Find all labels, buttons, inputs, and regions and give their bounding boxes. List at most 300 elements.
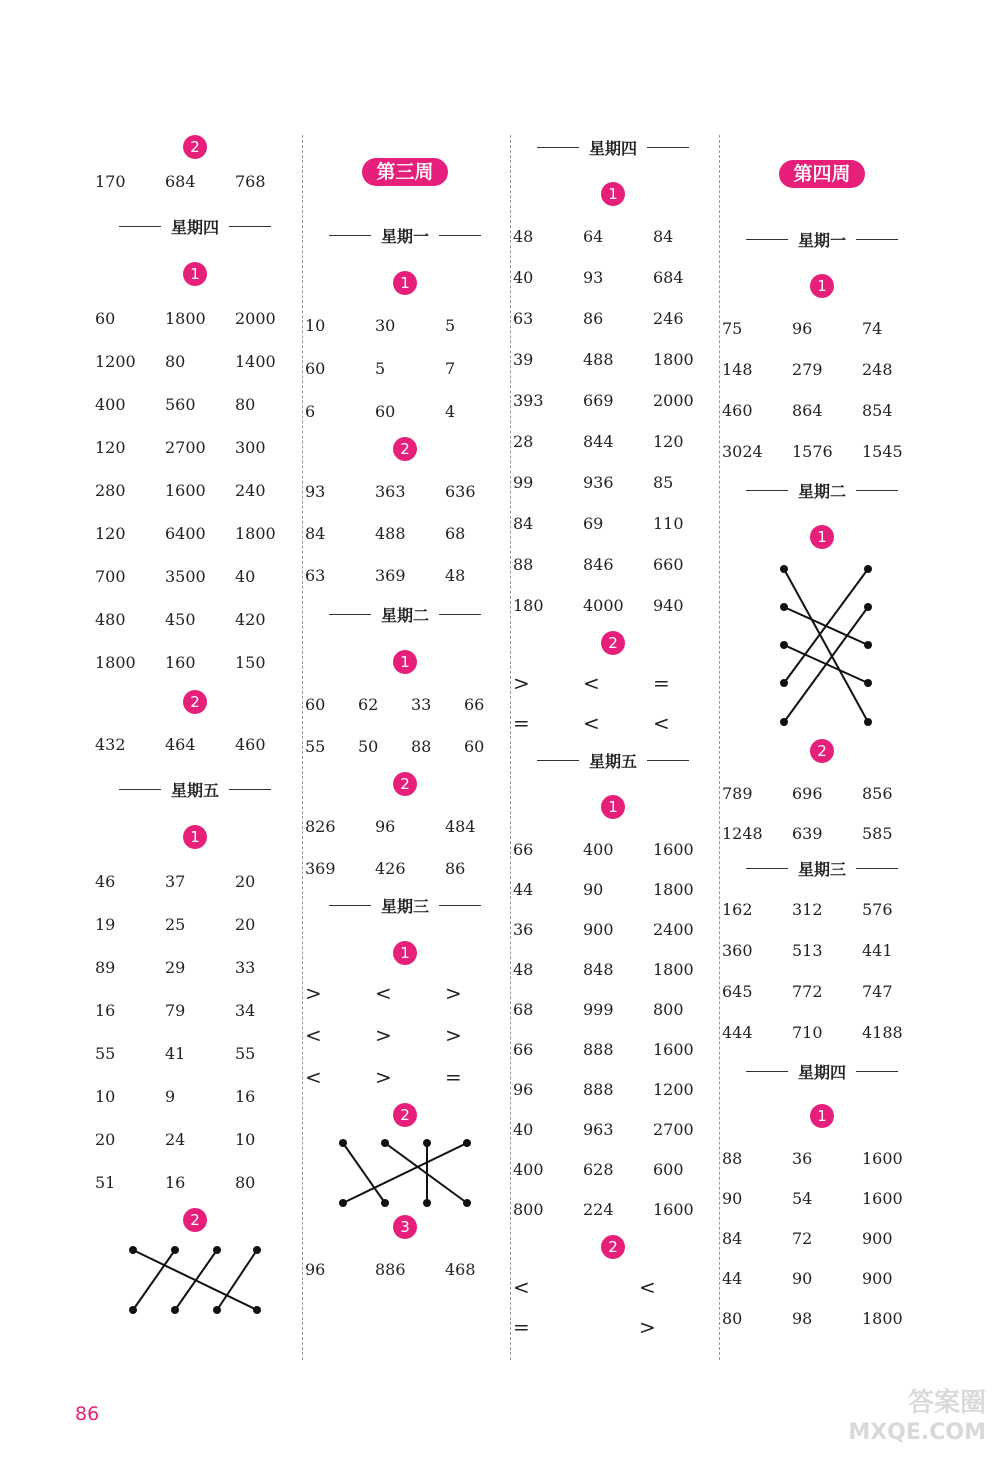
answer-value: 400 <box>95 395 126 414</box>
answer-block <box>305 481 505 587</box>
answer-value: 246 <box>653 309 684 328</box>
answer-value: 84 <box>653 227 674 246</box>
answer-value: 1600 <box>862 1189 903 1208</box>
answer-value: 2700 <box>653 1120 694 1139</box>
answer-value: 44 <box>513 880 534 899</box>
answer-value: 312 <box>792 900 823 919</box>
answer-value: 44 <box>722 1269 743 1288</box>
question-number-badge: 2 <box>183 690 207 714</box>
answer-value: 772 <box>792 982 823 1001</box>
symbol-block <box>513 1275 713 1339</box>
answer-value: 88 <box>513 555 534 574</box>
answer-row <box>513 513 713 535</box>
week-badge: 第三周 <box>362 158 448 186</box>
answer-row: 170 684 768 <box>95 172 266 191</box>
answer-value: 86 <box>583 309 604 328</box>
answer-value: 6400 <box>165 524 206 543</box>
answer-row: 432 464 460 <box>95 735 266 754</box>
answer-row <box>95 480 295 502</box>
comparison-symbol: < <box>513 1275 530 1299</box>
day-header-friday: 星期五 <box>95 778 295 800</box>
answer-value: 5 <box>375 359 386 378</box>
symbol-block <box>513 671 713 735</box>
answer-row <box>95 1000 295 1022</box>
answer-value: 660 <box>653 555 684 574</box>
answer-value: 488 <box>583 350 614 369</box>
answer-row <box>305 481 505 503</box>
answer-value: 180 <box>513 596 544 615</box>
answer-value: 16 <box>165 1173 186 1192</box>
answer-value: 60 <box>305 695 326 714</box>
comparison-symbol: > <box>375 1023 392 1047</box>
question-number-badge: 1 <box>393 650 417 674</box>
day-header-monday: 星期一 <box>722 228 922 250</box>
answer-row <box>513 1199 713 1221</box>
answer-value: 360 <box>722 941 753 960</box>
answer-value: 88 <box>411 737 432 756</box>
answer-value: 369 <box>375 566 406 585</box>
answer-value: 72 <box>792 1229 813 1248</box>
question-number-badge: 1 <box>393 271 417 295</box>
answer-value: 50 <box>358 737 379 756</box>
answer-row <box>95 308 295 330</box>
answer-value: 1200 <box>95 352 136 371</box>
answer-row <box>513 879 713 901</box>
question-number-badge: 2 <box>183 1208 207 1232</box>
answer-value: 576 <box>862 900 893 919</box>
answer-value: 54 <box>792 1189 813 1208</box>
comparison-symbol: < <box>653 711 670 735</box>
answer-value: 84 <box>722 1229 743 1248</box>
answer-value: 936 <box>583 473 614 492</box>
comparison-symbol: > <box>445 981 462 1005</box>
answer-value: 441 <box>862 941 893 960</box>
answer-value: 600 <box>653 1160 684 1179</box>
answer-row <box>305 858 505 880</box>
answer-row <box>513 390 713 412</box>
answer-value: 85 <box>653 473 674 492</box>
comparison-symbol: < <box>375 981 392 1005</box>
answer-value: 639 <box>792 824 823 843</box>
answer-row <box>513 267 713 289</box>
day-header-thursday: 星期四 <box>513 136 713 158</box>
answer-value: 848 <box>583 960 614 979</box>
answer-value: 66 <box>513 840 534 859</box>
answer-row <box>722 441 922 463</box>
day-header-tuesday: 星期二 <box>305 603 505 625</box>
comparison-symbol: > <box>375 1065 392 1089</box>
answer-row <box>513 999 713 1021</box>
answer-value: 854 <box>862 401 893 420</box>
question-number-badge: 2 <box>393 437 417 461</box>
matching-lines-diagram <box>722 557 922 727</box>
question-number-badge: 2 <box>183 135 207 159</box>
comparison-symbol: > <box>305 981 322 1005</box>
answer-value: 488 <box>375 524 406 543</box>
answer-value: 1800 <box>862 1309 903 1328</box>
answer-row <box>513 1039 713 1061</box>
answer-value: 800 <box>513 1200 544 1219</box>
column-2 <box>305 130 505 1281</box>
answer-row <box>513 919 713 941</box>
answer-value: 2000 <box>235 309 276 328</box>
answer-value: 279 <box>792 360 823 379</box>
answer-value: 98 <box>792 1309 813 1328</box>
comparison-symbol: > <box>639 1315 656 1339</box>
answer-row <box>95 609 295 631</box>
answer-value: 420 <box>235 610 266 629</box>
answer-value: 9 <box>165 1087 176 1106</box>
question-number-badge: 1 <box>393 941 417 965</box>
answer-value: 84 <box>513 514 534 533</box>
answer-value: 79 <box>165 1001 186 1020</box>
answer-value: 696 <box>792 784 823 803</box>
answer-value: 1600 <box>653 1200 694 1219</box>
symbol-row <box>513 711 713 735</box>
answer-value: 25 <box>165 915 186 934</box>
comparison-symbol: < <box>305 1023 322 1047</box>
answer-row <box>95 437 295 459</box>
page-number: 86 <box>75 1403 100 1425</box>
answer-row <box>95 1172 295 1194</box>
answer-value: 224 <box>583 1200 614 1219</box>
answer-value: 684 <box>653 268 684 287</box>
answer-row <box>722 981 922 1003</box>
answer-value: 80 <box>165 352 186 371</box>
comparison-symbol: = <box>445 1065 462 1089</box>
answer-row <box>305 816 505 838</box>
comparison-symbol: > <box>445 1023 462 1047</box>
answer-row <box>722 1308 922 1330</box>
answer-row <box>722 1228 922 1250</box>
answer-value: 10 <box>235 1130 256 1149</box>
symbol-row <box>513 1315 713 1339</box>
answer-row <box>305 736 505 758</box>
matching-lines-diagram <box>305 1131 505 1211</box>
answer-block <box>95 308 295 674</box>
answer-row <box>513 839 713 861</box>
answer-value: 36 <box>513 920 534 939</box>
answer-block <box>305 315 505 423</box>
answer-value: 40 <box>513 1120 534 1139</box>
answer-value: 48 <box>513 960 534 979</box>
answer-value: 444 <box>722 1023 753 1042</box>
answer-value: 80 <box>722 1309 743 1328</box>
answer-value: 90 <box>722 1189 743 1208</box>
answer-row <box>722 1188 922 1210</box>
answer-value: 20 <box>95 1130 116 1149</box>
answer-value: 999 <box>583 1000 614 1019</box>
answer-row <box>513 554 713 576</box>
comparison-symbol: < <box>305 1065 322 1089</box>
answer-value: 1576 <box>792 442 833 461</box>
answer-value: 162 <box>722 900 753 919</box>
answer-value: 120 <box>95 438 126 457</box>
answer-value: 5 <box>445 316 456 335</box>
answer-value: 460 <box>722 401 753 420</box>
answer-block <box>305 816 505 880</box>
answer-value: 1248 <box>722 824 763 843</box>
answer-row <box>95 1086 295 1108</box>
answer-value: 940 <box>653 596 684 615</box>
answer-value: 96 <box>513 1080 534 1099</box>
answer-value: 40 <box>235 567 256 586</box>
answer-value: 800 <box>653 1000 684 1019</box>
answer-value: 900 <box>862 1229 893 1248</box>
day-header-thursday: 星期四 <box>95 215 295 237</box>
answer-value: 75 <box>722 319 743 338</box>
answer-value: 846 <box>583 555 614 574</box>
day-header-friday: 星期五 <box>513 749 713 771</box>
answer-row <box>722 1148 922 1170</box>
answer-value: 1545 <box>862 442 903 461</box>
question-number-badge: 2 <box>810 739 834 763</box>
answer-value: 645 <box>722 982 753 1001</box>
answer-row <box>722 1268 922 1290</box>
answer-value: 636 <box>445 482 476 501</box>
answer-value: 96 <box>375 817 396 836</box>
question-number-badge: 2 <box>601 1235 625 1259</box>
question-number-badge: 1 <box>601 795 625 819</box>
answer-value: 747 <box>862 982 893 1001</box>
week-badge: 第四周 <box>779 160 865 188</box>
answer-value: 1800 <box>95 653 136 672</box>
answer-value: 33 <box>411 695 432 714</box>
question-number-badge: 3 <box>393 1215 417 1239</box>
answer-value: 29 <box>165 958 186 977</box>
answer-value: 96 <box>792 319 813 338</box>
answer-value: 66 <box>513 1040 534 1059</box>
answer-value: 560 <box>165 395 196 414</box>
answer-row <box>95 1129 295 1151</box>
answer-value: 363 <box>375 482 406 501</box>
answer-block <box>305 694 505 758</box>
answer-value: 33 <box>235 958 256 977</box>
answer-value: 963 <box>583 1120 614 1139</box>
answer-row <box>722 318 922 340</box>
answer-value: 55 <box>235 1044 256 1063</box>
answer-block <box>722 1148 922 1330</box>
answer-value: 63 <box>305 566 326 585</box>
answer-value: 16 <box>95 1001 116 1020</box>
question-number-badge: 2 <box>393 1103 417 1127</box>
answer-row <box>95 871 295 893</box>
answer-value: 30 <box>375 316 396 335</box>
answer-value: 1800 <box>165 309 206 328</box>
answer-value: 888 <box>583 1080 614 1099</box>
answer-value: 80 <box>235 395 256 414</box>
answer-value: 864 <box>792 401 823 420</box>
answer-value: 2400 <box>653 920 694 939</box>
answer-value: 4188 <box>862 1023 903 1042</box>
answer-block <box>722 899 922 1044</box>
answer-value: 93 <box>305 482 326 501</box>
answer-row <box>722 1022 922 1044</box>
answer-value: 24 <box>165 1130 186 1149</box>
answer-row <box>722 899 922 921</box>
answer-value: 69 <box>583 514 604 533</box>
column-4 <box>722 130 922 1330</box>
answer-value: 7 <box>445 359 456 378</box>
answer-value: 710 <box>792 1023 823 1042</box>
answer-value: 628 <box>583 1160 614 1179</box>
answer-value: 48 <box>445 566 466 585</box>
answer-value: 700 <box>95 567 126 586</box>
answer-value: 450 <box>165 610 196 629</box>
answer-value: 20 <box>235 915 256 934</box>
comparison-symbol: < <box>583 711 600 735</box>
answer-value: 4 <box>445 402 456 421</box>
answer-value: 900 <box>583 920 614 939</box>
answer-value: 66 <box>464 695 485 714</box>
answer-value: 1600 <box>653 1040 694 1059</box>
question-number-badge: 1 <box>810 274 834 298</box>
answer-value: 3500 <box>165 567 206 586</box>
answer-value: 369 <box>305 859 336 878</box>
answer-value: 484 <box>445 817 476 836</box>
answer-row <box>305 694 505 716</box>
answer-value: 248 <box>862 360 893 379</box>
answer-row <box>513 1079 713 1101</box>
answer-row <box>513 1159 713 1181</box>
answer-value: 84 <box>305 524 326 543</box>
answer-value: 48 <box>513 227 534 246</box>
answer-row <box>95 957 295 979</box>
answer-value: 41 <box>165 1044 186 1063</box>
answer-value: 1600 <box>165 481 206 500</box>
answer-value: 1800 <box>235 524 276 543</box>
answer-row <box>305 401 505 423</box>
answer-value: 400 <box>513 1160 544 1179</box>
answer-block <box>95 871 295 1194</box>
answer-value: 74 <box>862 319 883 338</box>
question-number-badge: 1 <box>601 182 625 206</box>
question-number-badge: 1 <box>810 1104 834 1128</box>
matching-lines-diagram <box>95 1238 295 1318</box>
symbol-row <box>305 1065 505 1089</box>
answer-value: 1800 <box>653 880 694 899</box>
answer-value: 60 <box>95 309 116 328</box>
answer-value: 68 <box>513 1000 534 1019</box>
answer-value: 240 <box>235 481 266 500</box>
watermark: 答案圈 MXQE.COM <box>848 1388 986 1445</box>
answer-value: 585 <box>862 824 893 843</box>
answer-row <box>95 394 295 416</box>
answer-row <box>513 472 713 494</box>
answer-value: 1600 <box>862 1149 903 1168</box>
answer-value: 99 <box>513 473 534 492</box>
question-number-badge: 1 <box>810 525 834 549</box>
answer-value: 89 <box>95 958 116 977</box>
answer-value: 63 <box>513 309 534 328</box>
comparison-symbol: > <box>513 671 530 695</box>
answer-value: 60 <box>464 737 485 756</box>
answer-row <box>513 349 713 371</box>
answer-value: 1400 <box>235 352 276 371</box>
answer-value: 90 <box>792 1269 813 1288</box>
answer-row <box>722 359 922 381</box>
answer-block <box>513 839 713 1221</box>
day-header-tuesday: 星期二 <box>722 479 922 501</box>
answer-value: 300 <box>235 438 266 457</box>
column-1 <box>95 130 295 1318</box>
answer-value: 10 <box>95 1087 116 1106</box>
symbol-row <box>305 981 505 1005</box>
answer-value: 46 <box>95 872 116 891</box>
question-number-badge: 1 <box>183 825 207 849</box>
answer-value: 148 <box>722 360 753 379</box>
answer-value: 20 <box>235 872 256 891</box>
answer-value: 426 <box>375 859 406 878</box>
answer-value: 10 <box>305 316 326 335</box>
answer-value: 60 <box>305 359 326 378</box>
answer-row <box>305 565 505 587</box>
symbol-row <box>305 1023 505 1047</box>
answer-value: 1800 <box>653 350 694 369</box>
answer-row <box>305 315 505 337</box>
answer-value: 3024 <box>722 442 763 461</box>
answer-row: 96 886 468 <box>305 1260 476 1279</box>
answer-value: 826 <box>305 817 336 836</box>
answer-value: 856 <box>862 784 893 803</box>
answer-value: 51 <box>95 1173 116 1192</box>
answer-value: 789 <box>722 784 753 803</box>
answer-value: 280 <box>95 481 126 500</box>
answer-value: 36 <box>792 1149 813 1168</box>
answer-value: 64 <box>583 227 604 246</box>
answer-value: 110 <box>653 514 684 533</box>
answer-value: 86 <box>445 859 466 878</box>
answer-value: 37 <box>165 872 186 891</box>
answer-value: 669 <box>583 391 614 410</box>
answer-row <box>513 226 713 248</box>
comparison-symbol: = <box>513 711 530 735</box>
comparison-symbol: < <box>639 1275 656 1299</box>
answer-value: 2700 <box>165 438 206 457</box>
answer-value: 34 <box>235 1001 256 1020</box>
answer-value: 19 <box>95 915 116 934</box>
answer-value: 120 <box>95 524 126 543</box>
day-header-wednesday: 星期三 <box>305 894 505 916</box>
symbol-row <box>513 671 713 695</box>
answer-block <box>722 783 922 845</box>
answer-row <box>722 940 922 962</box>
answer-value: 400 <box>583 840 614 859</box>
column-3 <box>513 130 713 1339</box>
answer-row <box>305 358 505 380</box>
symbol-block <box>305 981 505 1089</box>
day-header-wednesday: 星期三 <box>722 857 922 879</box>
question-number-badge: 2 <box>393 772 417 796</box>
question-number-badge: 1 <box>183 262 207 286</box>
answer-value: 480 <box>95 610 126 629</box>
answer-value: 1800 <box>653 960 694 979</box>
answer-value: 80 <box>235 1173 256 1192</box>
answer-value: 120 <box>653 432 684 451</box>
answer-row <box>513 431 713 453</box>
answer-value: 844 <box>583 432 614 451</box>
answer-value: 62 <box>358 695 379 714</box>
answer-value: 88 <box>722 1149 743 1168</box>
answer-value: 16 <box>235 1087 256 1106</box>
answer-value: 55 <box>305 737 326 756</box>
answer-row <box>513 308 713 330</box>
answer-value: 1600 <box>653 840 694 859</box>
symbol-row <box>513 1275 713 1299</box>
answer-row <box>95 523 295 545</box>
answer-row <box>305 523 505 545</box>
answer-value: 40 <box>513 268 534 287</box>
